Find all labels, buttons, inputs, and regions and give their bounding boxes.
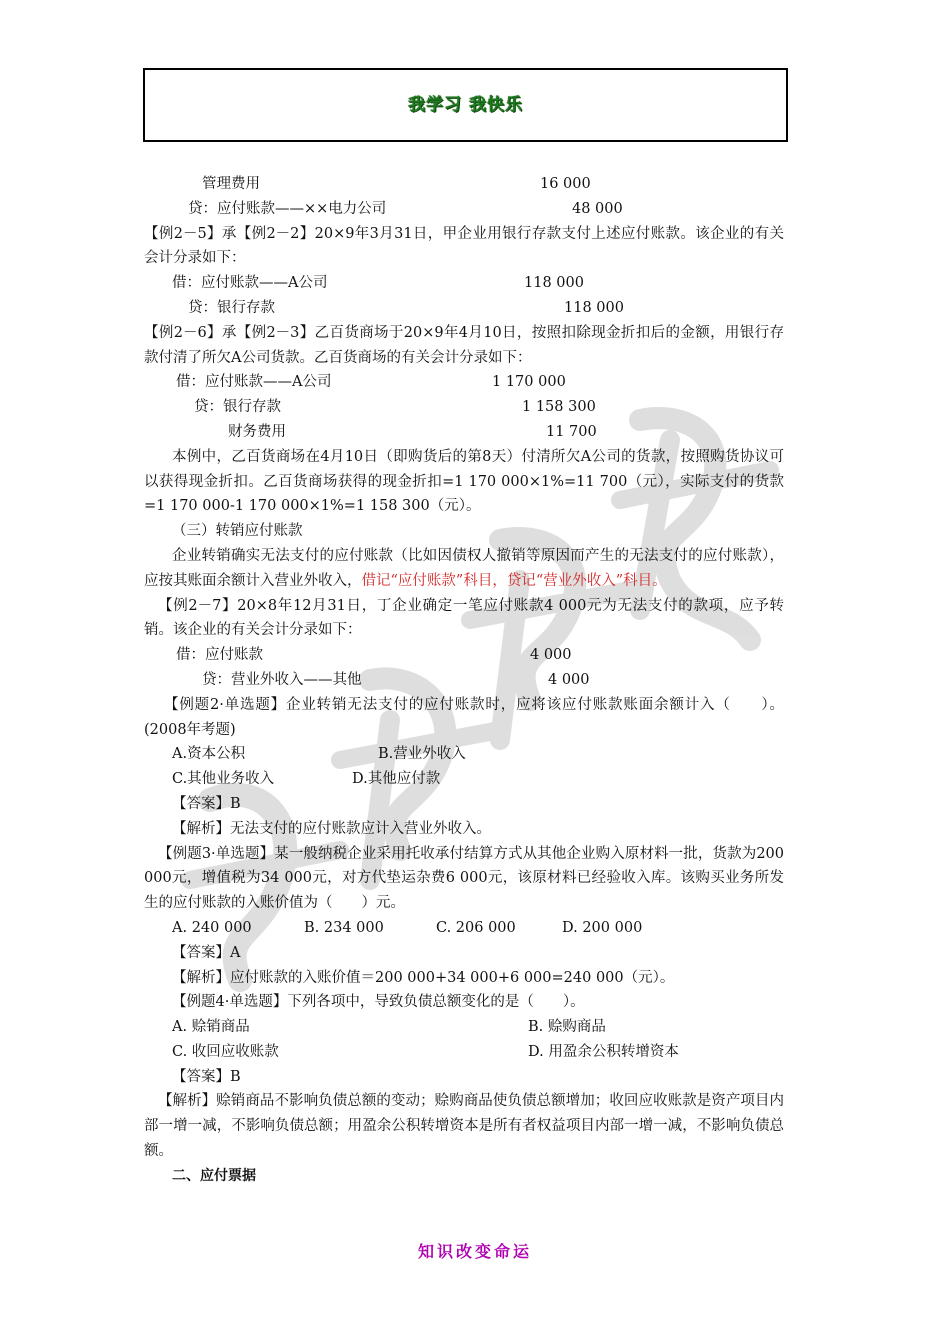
text-line [144,395,784,420]
text-line [144,966,784,991]
text-line [144,1065,784,1090]
line-text: C.其他业务收入 [172,771,275,788]
entry-amount: 118 000 [524,275,584,292]
line-text: C. 收回应收账款 [172,1043,279,1060]
text-line [144,767,784,792]
entry-amount: 11 700 [546,423,597,440]
text-line [144,222,784,272]
line-text: A.资本公积 [172,746,246,763]
entry-amount: 16 000 [540,176,591,192]
footer-slogan: 知识改变命运 [417,1242,532,1261]
text-line [144,817,784,842]
text-line [144,668,784,693]
line-text: 【例2－5】承【例2－2】20×9年3月31日，甲企业用银行存款支付上述应付账款。该企业的有关会计分录如下： [144,225,784,267]
option-col2: B.营业外收入 [378,746,466,763]
line-text: 借：应付账款——A公司 [172,275,328,292]
line-text: 借：应付账款——A公司 [176,374,332,391]
text-line [144,1089,784,1163]
text-line [144,1015,784,1040]
entry-amount: 48 000 [572,200,623,217]
text-line [144,420,784,445]
line-text: 【答案】B [172,795,241,812]
option-col2: D. 用盈余公积转增资本 [528,1043,679,1060]
line-text: 【解析】无法支付的应付账款应计入营业外收入。 [172,820,491,837]
line-text: 财务费用 [228,423,286,440]
line-text: 贷：银行存款 [188,299,275,316]
entry-amount: 1 158 300 [522,399,596,416]
option-col2: D.其他应付款 [352,771,441,788]
option-col4: D. 200 000 [562,919,643,936]
text-line [144,445,784,519]
text-line [144,1164,784,1189]
section-heading: 二、应付票据 [172,1167,256,1184]
line-text: 贷：营业外收入——其他 [202,671,362,688]
line-text: 贷：银行存款 [194,399,281,416]
text-line [144,941,784,966]
text-line [144,544,784,594]
text-line [144,990,784,1015]
text-line [144,271,784,296]
text-line [144,742,784,767]
entry-amount: 4 000 [548,671,590,688]
line-text: 【解析】赊销商品不影响负债总额的变动；赊购商品使负债总额增加；收回应收账款是资产项目内部一增一减，不影响负债总额；用盈余公积转增资本是所有者权益项目内部一增一减，不影响负债总额。 [144,1093,784,1160]
text-line [144,172,784,197]
text-line [144,792,784,817]
text-line [144,296,784,321]
text-line [144,370,784,395]
option-col2: B. 234 000 [304,919,384,936]
line-text: 【解析】应付账款的入账价值＝200 000+34 000+6 000=240 000（元）。 [172,969,675,986]
line-text: 【答案】A [172,944,241,961]
header-box [143,68,788,142]
text-line [144,693,784,743]
line-text: 【例题2·单选题】企业转销无法支付的应付账款时，应将该应付账款账面余额计入（ ）。(2008年考题) [144,696,784,738]
line-text: 【例题4·单选题】下列各项中，导致负债总额变化的是（ ）。 [172,994,585,1011]
line-text: 借：应付账款 [176,647,263,664]
line-text: 管理费用 [202,176,260,192]
line-text: 【例2－6】承【例2－3】乙百货商场于20×9年4月10日，按照扣除现金折扣后的金额，用银行存款付清了所欠A公司货款。乙百货商场的有关会计分录如下： [144,324,784,366]
header-title: 我学习 我快乐 [408,95,523,115]
text-line [144,1040,784,1065]
text-line [144,197,784,222]
highlighted-text: 借记“应付账款”科目，贷记“营业外收入”科目。 [361,572,667,589]
text-line [144,916,784,941]
entry-amount: 118 000 [564,299,624,316]
line-text: A. 赊销商品 [172,1019,250,1036]
option-col3: C. 206 000 [436,919,516,936]
line-text: 【例2－7】20×8年12月31日，丁企业确定一笔应付账款4 000元为无法支付的款项，应予转销。该企业的有关会计分录如下： [144,597,784,639]
line-text: 贷：应付账款——××电力公司 [188,200,387,217]
text-line [144,519,784,544]
entry-amount: 4 000 [530,647,572,664]
line-text: 企业转销确实无法支付的应付账款（比如因债权人撤销等原因而产生的无法支付的应付账款），应按其账面余额计入营业外收入， [144,547,784,589]
line-text: （三）转销应付账款 [172,523,303,540]
entry-amount: 1 170 000 [492,374,566,391]
document-body [144,172,784,1189]
line-text: A. 240 000 [172,919,252,936]
option-col2: B. 赊购商品 [528,1019,606,1036]
line-text: 本例中，乙百货商场在4月10日（即购货后的第8天）付清所欠A公司的货款，按照购货协议可以获得现金折扣。乙百货商场获得的现金折扣=1 170 000×1%=11 700（元），实际支付的货款=1 170 000-1 170 000×1%=1 158 300（元）。 [144,448,784,515]
text-line [144,842,784,916]
line-text: 【例题3·单选题】某一般纳税企业采用托收承付结算方式从其他企业购入原材料一批，货款为200 000元，增值税为34 000元，对方代垫运杂费6 000元，该原材料已经验收入库。该购买业务所发生的应付账款的入账价值为（ ）元。 [144,845,784,912]
line-text: 【答案】B [172,1068,241,1085]
text-line [144,594,784,644]
text-line [144,643,784,668]
text-line [144,321,784,371]
